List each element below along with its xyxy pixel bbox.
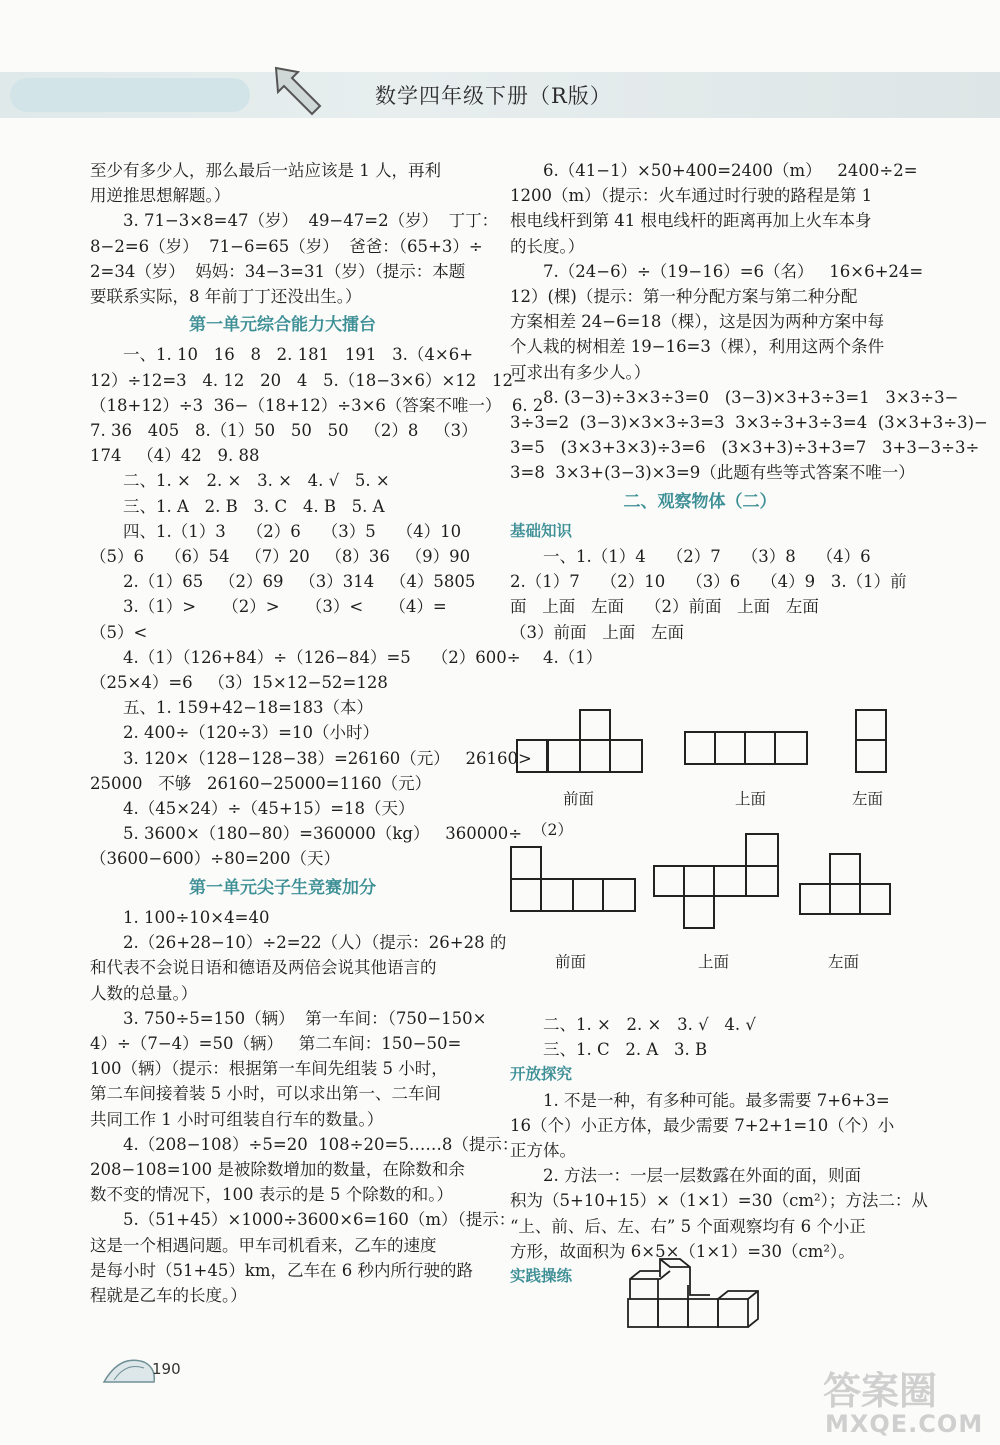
answer-line: 二、1. × 2. × 3. × 4. √ 5. × (123, 471, 390, 491)
square (856, 710, 886, 740)
answer-line: 2.（1）7 （2）10 （3）6 （4）9 3.（1）前 (510, 572, 907, 592)
square (856, 740, 886, 772)
answer-line: 和代表不会说日语和德语及两倍会说其他语言的 (90, 958, 437, 978)
answer-line: 积为（5+10+15）×（1×1）=30（cm²）；方法二：从 (510, 1191, 928, 1211)
answer-line: （25×4）=6 （3）15×12−52=128 (90, 673, 388, 693)
watermark (815, 1360, 985, 1442)
square (800, 884, 830, 914)
square (511, 879, 541, 911)
answer-line: 2=34（岁） 妈妈：34−3=31（岁）（提示：本题 (90, 261, 466, 281)
square (860, 884, 890, 914)
answer-line: 程就是乙车的长度。） (90, 1285, 247, 1305)
view-top-figure-1 (683, 730, 813, 774)
section-heading: 第一单元综合能力大擂台 (189, 315, 376, 336)
square (603, 879, 635, 911)
square (654, 866, 684, 896)
view-front-figure-2 (509, 845, 639, 915)
answer-line: 四、1.（1）3 （2）6 （3）5 （4）10 (123, 521, 462, 541)
square (685, 732, 715, 764)
label-top: 上面 (735, 790, 767, 808)
header-decoration (10, 78, 250, 112)
answer-line: （3600−600）÷80=200（天） (90, 849, 340, 869)
answer-line: 6.（41−1）×50+400=2400（m） 2400÷2= (543, 161, 918, 180)
answer-line: 要联系实际，8 年前丁丁还没出生。） (90, 287, 362, 307)
answer-line: 正方体。 (510, 1141, 576, 1161)
answer-line: 是每小时（51+45）km，乙车在 6 秒内所行驶的路 (90, 1260, 473, 1280)
label-front: 前面 (555, 953, 587, 971)
answer-line: 4）÷（7−4）=50（辆） 第二车间：150−50= (90, 1033, 462, 1053)
view-front-figure-1 (515, 708, 655, 776)
answer-line: 5. 3600×（180−80）=360000（kg） 360000÷ (123, 824, 523, 844)
answer-line: 2. 方法一：一层一层数露在外面的面，则面 (543, 1166, 861, 1186)
answer-line: 个人栽的树相差 19−16=3（棵），利用这两个条件 (510, 337, 885, 357)
answer-line: 三、1. C 2. A 3. B (543, 1040, 708, 1060)
answer-line: 12）(棵)（提示：第一种分配方案与第二种分配 (510, 287, 858, 307)
label-front: 前面 (563, 790, 595, 808)
question-number: （2） (532, 821, 573, 839)
answer-line: 1200（m）（提示：火车通过时行驶的路程是第 1 (510, 186, 873, 206)
answer-line: 2.（1）65 （2）69 （3）314 （4）5805 (123, 572, 476, 592)
page-number: 190 (152, 1360, 181, 1378)
square (746, 866, 778, 896)
square (548, 740, 580, 772)
answer-line: 208−108=100 是被除数增加的数量，在除数和余 (90, 1159, 465, 1179)
right-column-top (510, 158, 988, 670)
answer-line: 5.（51+45）×1000÷3600×6=160（m）（提示： (123, 1210, 516, 1230)
view-left-figure-1 (852, 708, 892, 776)
answer-line: 2. 400÷（120÷3）=10（小时） (123, 723, 379, 743)
answer-line: 7.（24−6）÷（19−16）=6（名） 16×6+24= (543, 261, 924, 281)
answer-line: 3=8 3×3+(3−3)×3=9（此题有些等式答案不唯一） (510, 463, 915, 483)
answer-line: 3.（1）> （2）> （3）< （4）= (123, 597, 447, 617)
label-top: 上面 (698, 953, 730, 971)
page-title: 数学四年级下册（R版） (375, 84, 612, 108)
answer-line: 3=5 (3×3+3×3)÷3=6 (3×3+3)÷3+3=7 3+3−3÷3÷ (510, 438, 980, 458)
page-number-badge (100, 1352, 190, 1388)
answer-line: 4.（1） (543, 647, 603, 667)
watermark-url: MXQE.COM (825, 1410, 984, 1438)
square (745, 732, 775, 764)
answer-line: 这是一个相遇问题。甲车司机看来，乙车的速度 (90, 1235, 437, 1255)
answer-line: 100（辆）（提示：根据第一车间先组装 5 小时， (90, 1059, 448, 1079)
answer-line: 面 上面 左面 （2）前面 上面 左面 (510, 597, 819, 617)
right-column-bottom (510, 1012, 928, 1289)
square (610, 740, 642, 772)
answer-line: 1. 100÷10×4=40 (123, 907, 270, 927)
answer-line: 共同工作 1 小时可组装自行车的数量。） (90, 1109, 384, 1129)
label-left: 左面 (828, 953, 860, 971)
answer-line: 8. (3−3)÷3×3÷3=0 (3−3)×3+3÷3=1 3×3÷3− (543, 387, 959, 407)
answer-line: 三、1. A 2. B 3. C 4. B 5. A (123, 496, 385, 516)
sub-heading: 实践操练 (510, 1267, 573, 1286)
answer-line: 的长度。） (510, 236, 585, 256)
section-heading: 第一单元尖子生竞赛加分 (189, 877, 376, 898)
answer-line: 可求出有多少人。） (510, 362, 651, 382)
arrow-icon (268, 62, 328, 122)
answer-line: 16（个）小正方体，最少需要 7+2+1=10（个）小 (510, 1115, 895, 1135)
answer-line: 3. 120×（128−128−38）=26160（元） 26160> (123, 748, 532, 768)
answer-line: 3÷3=2 (3−3)×3×3÷3=3 3×3÷3+3÷3=4 (3×3+3÷3)− (510, 413, 988, 433)
answer-line: 方形，故面积为 6×5×（1×1）=30（cm²）。 (510, 1241, 855, 1261)
answer-line: 根电线杆到第 41 根电线杆的距离再加上火车本身 (510, 211, 872, 231)
answer-line: 数不变的情况下，100 表示的是 5 个除数的和。） (90, 1185, 453, 1205)
answer-line: （5）< (90, 622, 148, 642)
answer-line: 3. 71−3×8=47（岁） 49−47=2（岁） 丁丁： (123, 211, 499, 231)
answer-line: “上、前、后、左、右” 5 个面观察均有 6 个小正 (510, 1216, 866, 1236)
answer-line: 4.（1）（126+84）÷（126−84）=5 （2）600÷ (123, 647, 521, 667)
square (684, 866, 714, 896)
view-top-figure-2 (652, 832, 782, 932)
watermark-logo: 答案圈 (823, 1369, 938, 1413)
answer-line: 4.（45×24）÷（45+15）=18（天） (123, 799, 415, 819)
answer-line: 人数的总量。） (90, 983, 198, 1003)
cube-structure-figure (620, 1255, 770, 1335)
square (830, 854, 860, 884)
answer-line: 174 （4）42 9. 88 (90, 446, 260, 466)
answer-line: 1. 不是一种，有多种可能。最多需要 7+6+3= (543, 1090, 890, 1110)
answer-line: 一、1. 10 16 8 2. 181 191 3.（4×6+ (123, 345, 474, 365)
answer-line: 7. 36 405 8.（1）50 50 50 （2）8 （3） (90, 421, 478, 441)
square (775, 732, 807, 764)
answer-line: 至少有多少人，那么最后一站应该是 1 人，再利 (90, 161, 441, 180)
label-left: 左面 (852, 790, 884, 808)
answer-line: 五、1. 159+42−18=183（本） (123, 698, 373, 718)
sub-heading: 基础知识 (510, 521, 573, 540)
square (715, 732, 745, 764)
square (714, 866, 746, 896)
answer-line: 一、1.（1）4 （2）7 （3）8 （4）6 (543, 547, 871, 567)
sub-heading: 开放探究 (510, 1065, 573, 1084)
answer-line: 用逆推思想解题。） (90, 186, 231, 206)
square (684, 896, 714, 928)
answer-line: 第二车间接着装 5 小时，可以求出第一、二车间 (90, 1084, 441, 1104)
answer-line: 8−2=6（岁） 71−6=65（岁） 爸爸：（65+3）÷ (90, 236, 483, 256)
square (746, 834, 778, 866)
square (517, 740, 547, 772)
square (830, 884, 860, 914)
square (511, 847, 541, 879)
answer-line: （18+12）÷3 36−（18+12）÷3×6（答案不唯一） 6. 2 (90, 395, 544, 415)
square (580, 740, 610, 772)
answer-line: 2.（26+28−10）÷2=22（人）（提示：26+28 的 (123, 933, 507, 953)
answer-line: 3. 750÷5=150（辆） 第一车间：（750−150× (123, 1008, 487, 1028)
square (541, 879, 573, 911)
square (573, 879, 603, 911)
answer-line: 方案相差 24−6=18（棵），这是因为两种方案中每 (510, 312, 885, 332)
globe-icon (100, 1352, 160, 1388)
answer-line: 25000 不够 26160−25000=1160（元） (90, 773, 432, 793)
answer-line: 12）÷12=3 4. 12 20 4 5.（18−3×6）×12 12− (90, 370, 527, 390)
answer-line: （5）6 （6）54 （7）20 （8）36 （9）90 (90, 547, 471, 567)
answer-line: （3）前面 上面 左面 (510, 622, 684, 642)
section-heading: 二、观察物体（二） (623, 491, 777, 512)
answer-line: 二、1. × 2. × 3. √ 4. √ (543, 1015, 756, 1034)
view-left-figure-2 (798, 852, 893, 918)
answer-line: 4.（208−108）÷5=20 108÷20=5……8（提示： (123, 1134, 519, 1154)
square (580, 710, 610, 740)
